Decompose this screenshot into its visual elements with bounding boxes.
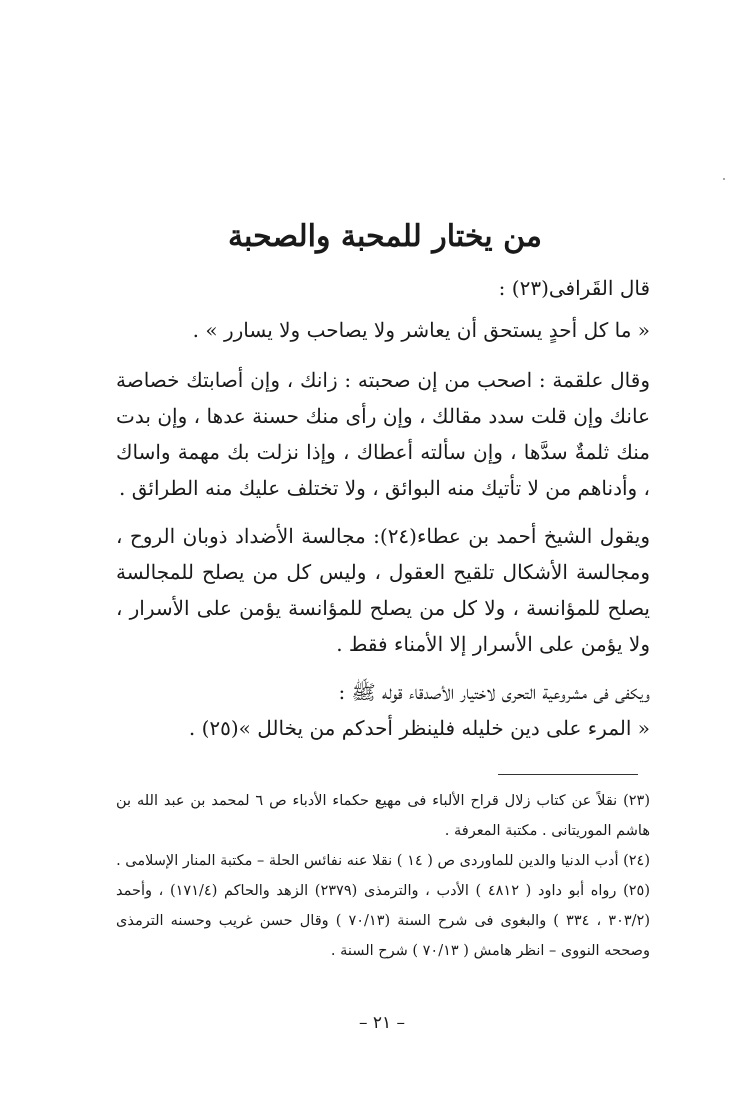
footnote-25: (٢٥) رواه أبو داود ( ٤٨١٢ ) الأدب ، والترمذى (٢٣٧٩) الزهد والحاكم (١٧١/٤) ، وأحمد (٣٠٣/٢ ، ٣٣٤ ) والبغوى فى شرح السنة (٧٠/١٣ ) وقال حسن غريب وحسنه الترمذى وصححه النووى – انظر هامش ( ٧٠/١٣ ) شرح السنة . xyxy=(116,883,650,959)
footnote-23: (٢٣) نقلاً عن كتاب زلال قراح الألباء فى مهيع حكماء الأدباء ص ٦ لمحمد بن عبد الله بن هاشم الموريتانى . مكتبة المعرفة . xyxy=(116,793,650,839)
page-title: من يختار للمحبة والصحبة xyxy=(227,219,543,255)
paragraph-intro: قال القَرافى(٢٣) : xyxy=(498,276,650,300)
paragraph-ahmad-ibn-ata: ويقول الشيخ أحمد بن عطاء(٢٤): مجالسة الأضداد ذوبان الروح ، ومجالسة الأشكال تلقيح العقول ، وليس كل من يصلح للمجالسة يصلح للمؤانسة ، ولا كل من يصلح للمؤانسة يؤمن على الأسرار ، ولا يؤمن على الأسرار إلا الأمناء فقط . xyxy=(116,524,651,656)
paragraph-quote: « ما كل أحدٍ يستحق أن يعاشر ولا يصاحب ولا يسارر » . xyxy=(192,318,650,342)
paragraph-hadith xyxy=(116,674,650,746)
page-number: – ٢١ – xyxy=(358,1013,406,1033)
paragraph-alqama: وقال علقمة : اصحب من إن صحبته : زانك ، وإن أصابتك خصاصة عانك وإن قلت سدد مقالك ، وإن رأى منك حسنة عدها ، وإن بدت منك ثلمةٌ سدَّها ، وإن سألته أعطاك ، وإذا نزلت بك مهمة واساك ، وأدناهم من لا تأتيك منه البوائق ، ولا تختلف عليك منه الطرائق . xyxy=(116,368,650,500)
scan-speck xyxy=(723,178,725,180)
hadith-intro-line: ويكفى فى مشروعية التحرى لاختيار الأصدقاء قوله ﷺ : xyxy=(338,680,650,704)
footnotes xyxy=(116,786,650,966)
footnote-24: (٢٤) أدب الدنيا والدين للماوردى ص ( ١٤ ) نقلا عنه نفائس الحلة – مكتبة المنار الإسلامى . xyxy=(116,853,650,869)
hadith-quote-line: « المرء على دين خليله فلينظر أحدكم من يخالل »(٢٥) . xyxy=(188,716,650,740)
main-text xyxy=(116,270,650,746)
footnote-separator xyxy=(498,774,638,775)
